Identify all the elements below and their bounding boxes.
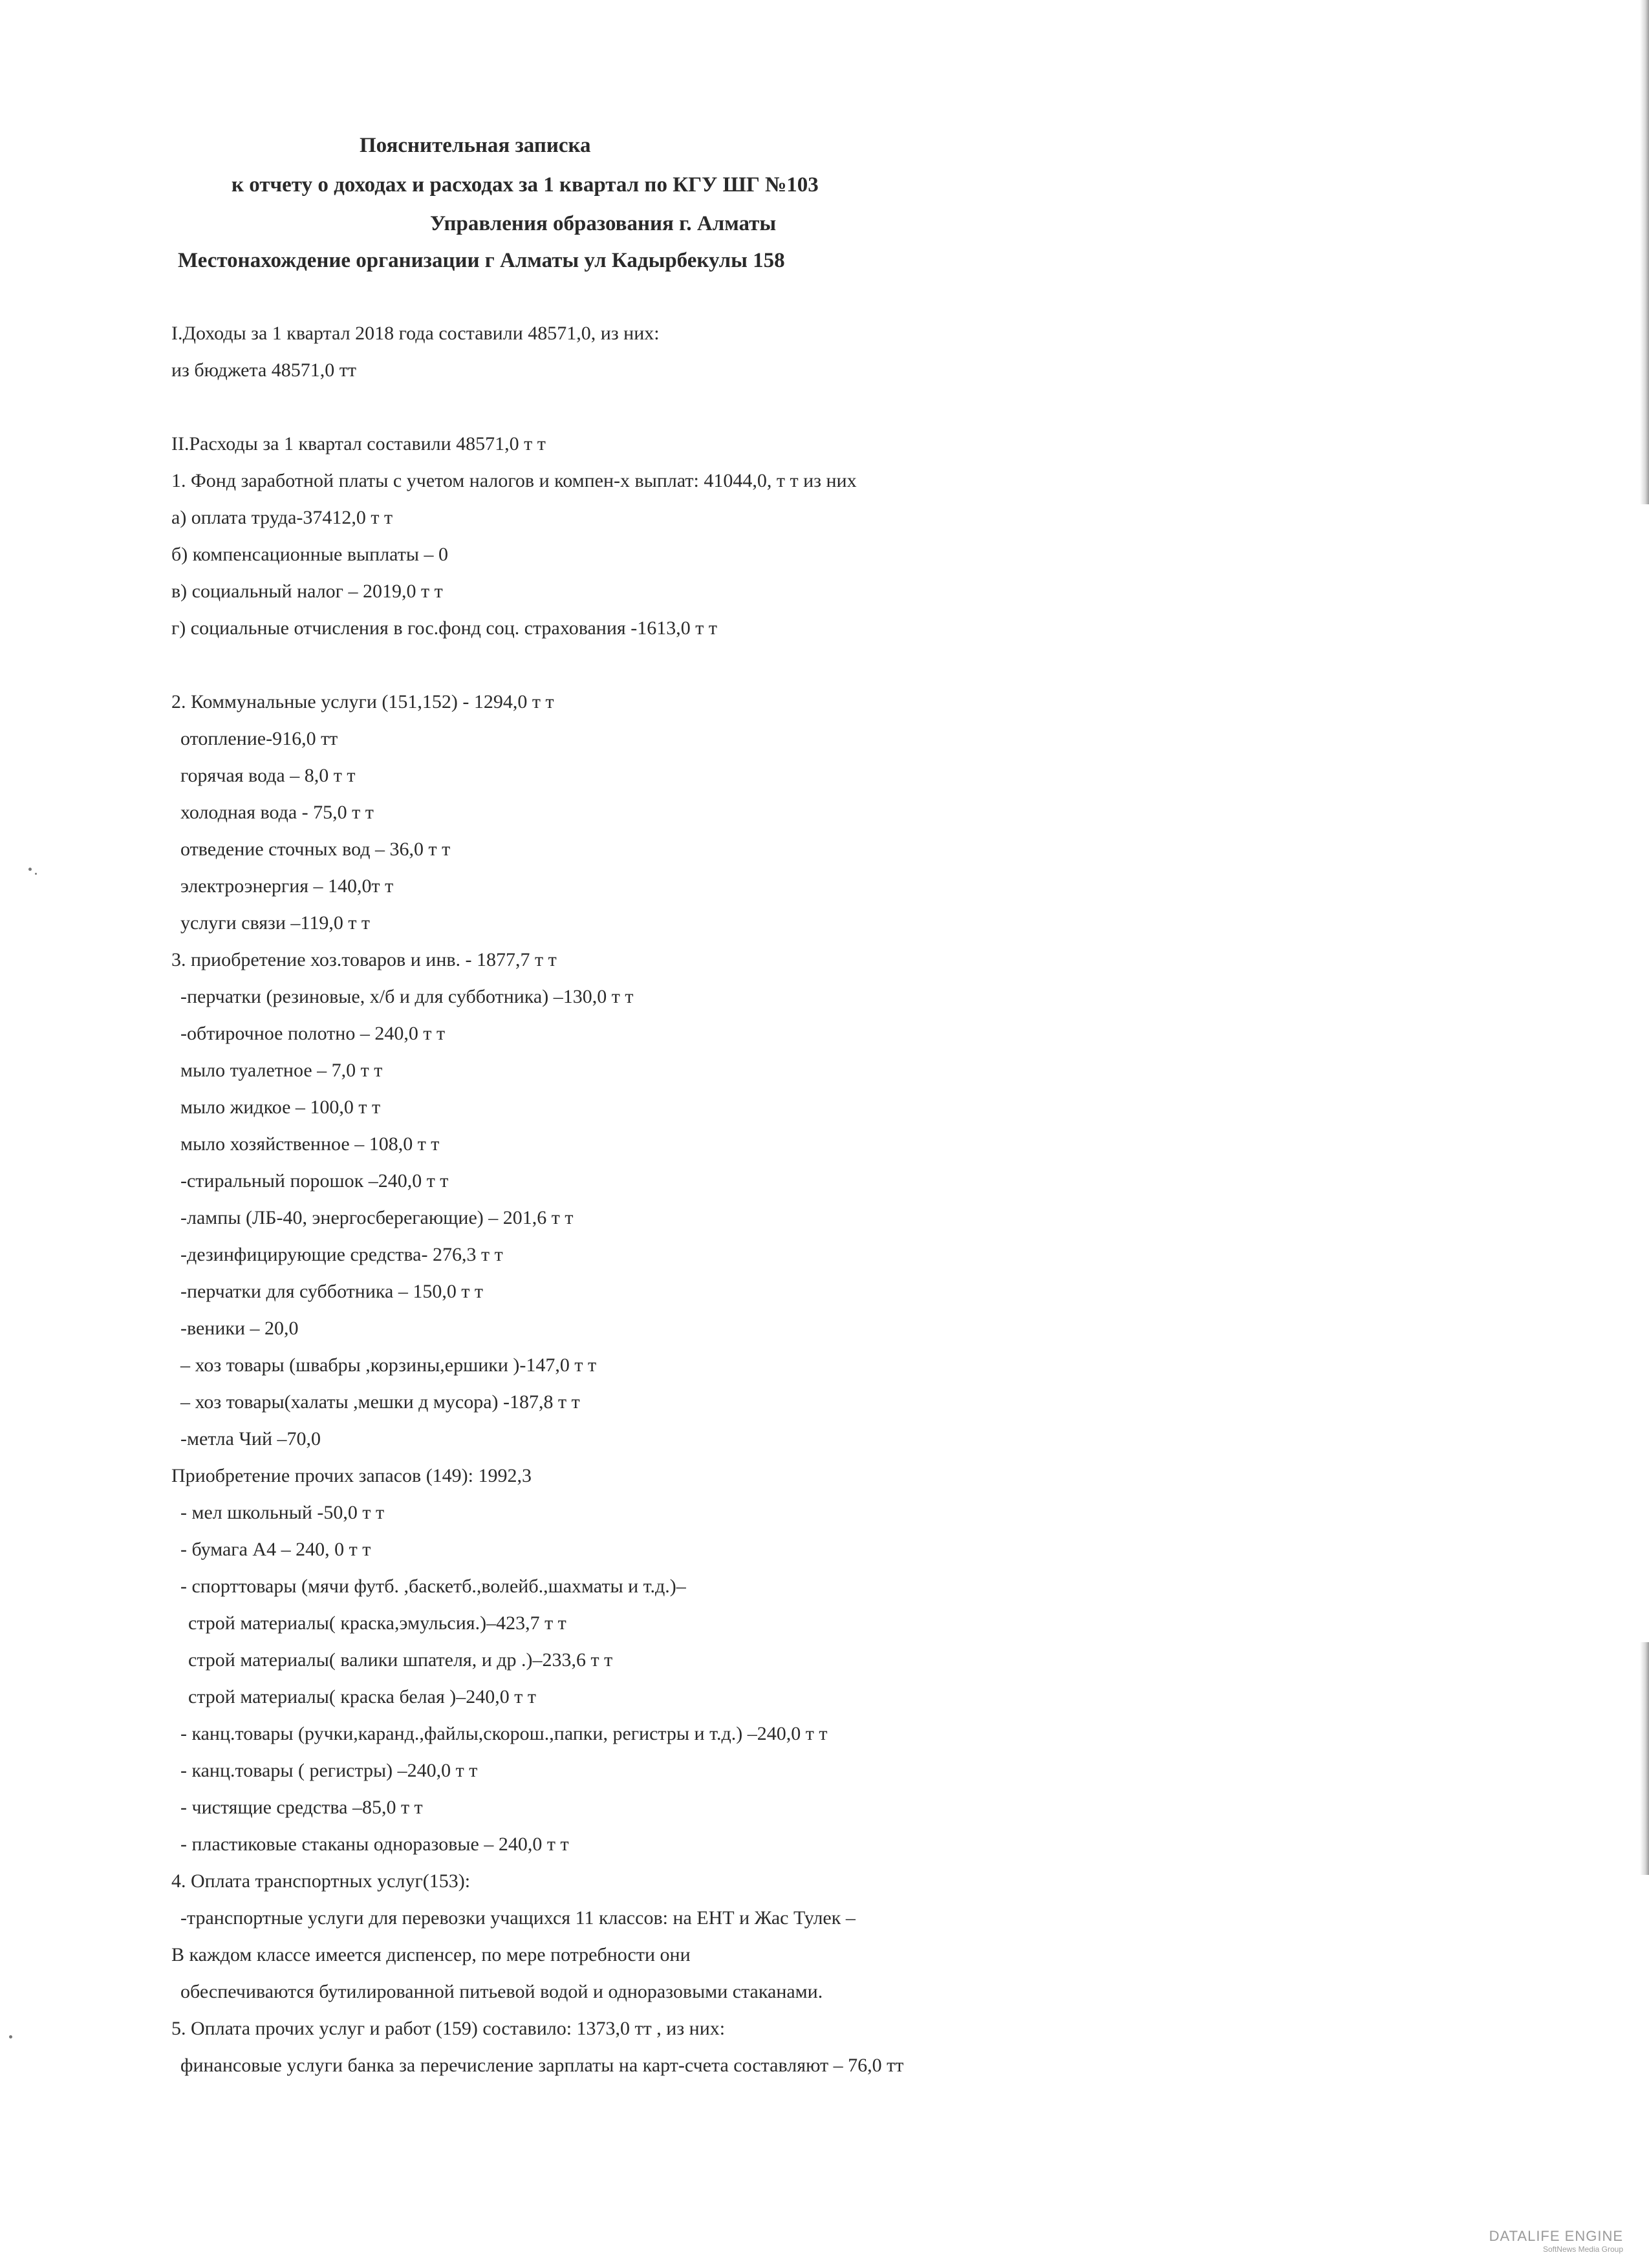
payroll-item: в) социальный налог – 2019,0 т т [171, 581, 443, 602]
other-supplies-item: - пластиковые стаканы одноразовые – 240,0 т т [180, 1834, 569, 1855]
utilities-item: отведение сточных вод – 36,0 т т [180, 839, 451, 860]
watermark-sub: SoftNews Media Group [1542, 2245, 1623, 2254]
doc-subtitle: к отчету о доходах и расходах за 1 квартал по КГУ ШГ №103 [232, 173, 819, 197]
spacer [171, 389, 1529, 425]
expenses-summary: II.Расходы за 1 квартал составили 48571,0 т т [171, 433, 546, 455]
other-supplies-item: строй материалы( краска белая )–240,0 т т [188, 1686, 536, 1707]
transport-item: В каждом классе имеется диспенсер, по мере потребности они [171, 1944, 691, 1965]
household-item: -веники – 20,0 [180, 1318, 299, 1339]
other-supplies-item: - чистящие средства –85,0 т т [180, 1797, 423, 1818]
other-supplies-item: строй материалы( валики шпателя, и др .)–233,6 т т [188, 1649, 613, 1671]
other-supplies-item: - канц.товары ( регистры) –240,0 т т [180, 1760, 478, 1781]
utilities-item: отопление-916,0 тт [180, 728, 338, 749]
other-supplies-item: - канц.товары (ручки,каранд.,файлы,скорош.,папки, регистры и т.д.) –240,0 т т [180, 1723, 828, 1744]
scan-speck [9, 2035, 12, 2038]
other-supplies-item: строй материалы( краска,эмульсия.)–423,7 т т [188, 1612, 566, 1634]
income-summary: I.Доходы за 1 квартал 2018 года составили 48571,0, из них: [171, 323, 660, 344]
doc-organization: Управления образования г. Алматы [430, 212, 777, 235]
other-supplies-item: - спорттовары (мячи футб. ,баскетб.,волейб.,шахматы и т.д.)– [180, 1576, 686, 1597]
household-item: -лампы (ЛБ-40, энергосберегающие) – 201,6 т т [180, 1207, 574, 1228]
doc-title: Пояснительная записка [360, 134, 591, 157]
watermark [1489, 2228, 1623, 2254]
household-item: -стиральный порошок –240,0 т т [180, 1170, 449, 1192]
utilities-item: холодная вода - 75,0 т т [180, 802, 374, 823]
other-supplies-item: - мел школьный -50,0 т т [180, 1502, 385, 1523]
payroll-item: б) компенсационные выплаты – 0 [171, 544, 448, 565]
scan-speck [35, 873, 37, 875]
report-body [171, 315, 1529, 2084]
other-supplies-item: - бумага А4 – 240, 0 т т [180, 1539, 371, 1560]
household-title: 3. приобретение хоз.товаров и инв. - 1877,7 т т [171, 949, 557, 970]
spacer [171, 647, 1529, 683]
household-item: мыло хозяйственное – 108,0 т т [180, 1133, 440, 1155]
payroll-title: 1. Фонд заработной платы с учетом налогов и компен-х выплат: 41044,0, т т из них [171, 470, 857, 491]
household-item: – хоз товары (швабры ,корзины,ершики )-147,0 т т [180, 1354, 597, 1376]
doc-location: Местонахождение организации г Алматы ул Кадырбекулы 158 [178, 249, 785, 272]
household-item: -метла Чий –70,0 [180, 1428, 321, 1450]
other-supplies-title: Приобретение прочих запасов (149): 1992,3 [171, 1465, 532, 1486]
transport-title: 4. Оплата транспортных услуг(153): [171, 1870, 471, 1892]
transport-item: обеспечиваются бутилированной питьевой водой и одноразовыми стаканами. [180, 1981, 823, 2002]
utilities-item: электроэнергия – 140,0т т [180, 875, 394, 897]
income-budget: из бюджета 48571,0 тт [171, 359, 356, 381]
payroll-item: г) социальные отчисления в гос.фонд соц. страхования -1613,0 т т [171, 617, 717, 639]
household-item: мыло жидкое – 100,0 т т [180, 1097, 381, 1118]
scan-edge-shadow [1640, 1642, 1649, 1875]
other-services-title: 5. Оплата прочих услуг и работ (159) составило: 1373,0 тт , из них: [171, 2018, 726, 2039]
household-item: – хоз товары(халаты ,мешки д мусора) -187,8 т т [180, 1391, 580, 1413]
household-item: -дезинфицирующие средства- 276,3 т т [180, 1244, 503, 1265]
scan-edge-shadow [1640, 0, 1649, 504]
household-item: -обтирочное полотно – 240,0 т т [180, 1023, 446, 1044]
utilities-item: услуги связи –119,0 т т [180, 912, 371, 934]
other-services-item: финансовые услуги банка за перечисление зарплаты на карт-счета составляют – 76,0 тт [180, 2055, 904, 2076]
utilities-title: 2. Коммунальные услуги (151,152) - 1294,0 т т [171, 691, 554, 712]
transport-item: -транспортные услуги для перевозки учащихся 11 классов: на ЕНТ и Жас Тулек – [180, 1907, 856, 1929]
watermark-brand: DATALIFE ENGINE [1489, 2228, 1623, 2244]
household-item: -перчатки (резиновые, х/б и для субботника) –130,0 т т [180, 986, 634, 1007]
payroll-item: а) оплата труда-37412,0 т т [171, 507, 393, 528]
household-item: мыло туалетное – 7,0 т т [180, 1060, 383, 1081]
scan-speck [28, 868, 32, 871]
household-item: -перчатки для субботника – 150,0 т т [180, 1281, 484, 1302]
utilities-item: горячая вода – 8,0 т т [180, 765, 356, 786]
